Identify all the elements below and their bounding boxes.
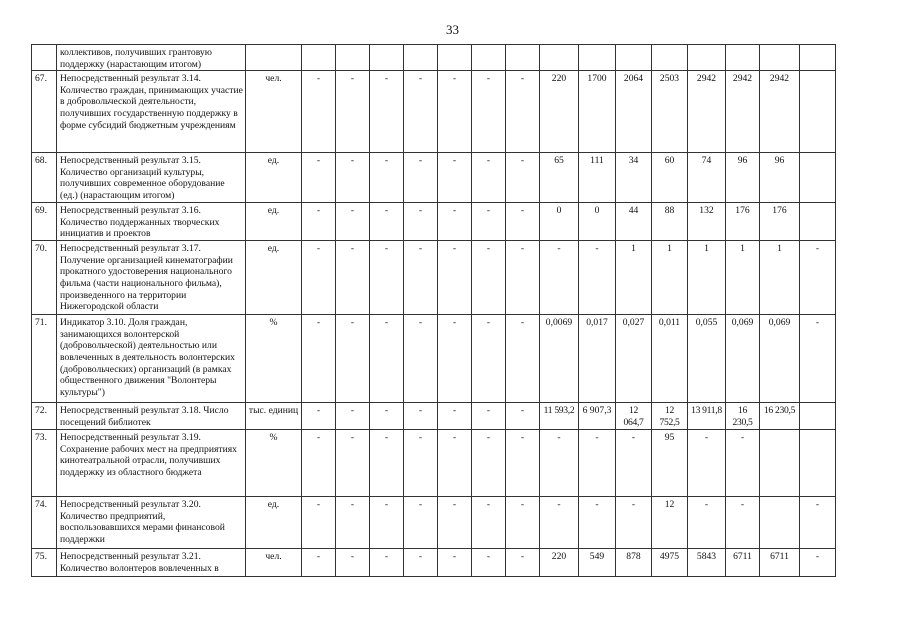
- value-cell: 2942: [726, 71, 760, 153]
- indicator-name: Непосредственный результат 3.18. Число посещений библиотек: [57, 403, 246, 430]
- value-cell: -: [438, 403, 472, 430]
- value-cell: -: [726, 430, 760, 497]
- value-cell: [760, 430, 800, 497]
- unit-cell: тыс. единиц: [246, 403, 302, 430]
- unit-cell: %: [246, 315, 302, 403]
- row-number: 68.: [32, 153, 57, 203]
- value-cell: -: [336, 497, 370, 549]
- value-cell: -: [506, 241, 540, 315]
- value-cell: 0,027: [616, 315, 652, 403]
- value-cell: -: [506, 153, 540, 203]
- value-cell: -: [370, 315, 404, 403]
- row-number: 67.: [32, 71, 57, 153]
- value-cell: [438, 45, 472, 71]
- indicator-name: Непосредственный результат 3.17. Получение организацией кинематографии прокатного удостоверения национального фильма (части национального фильма), произведенного на территории Нижегородской области: [57, 241, 246, 315]
- value-cell: -: [404, 241, 438, 315]
- value-cell: 74: [688, 153, 726, 203]
- unit-cell: ед.: [246, 241, 302, 315]
- table-row: [32, 403, 836, 430]
- value-cell: -: [540, 241, 579, 315]
- value-cell: 6711: [760, 549, 800, 577]
- value-cell: 176: [726, 203, 760, 241]
- value-cell: [800, 203, 836, 241]
- indicator-name: Непосредственный результат 3.21. Количество волонтеров вовлеченных в: [57, 549, 246, 577]
- value-cell: [579, 45, 616, 71]
- value-cell: [800, 71, 836, 153]
- value-cell: -: [302, 315, 336, 403]
- value-cell: -: [472, 497, 506, 549]
- row-number: 74.: [32, 497, 57, 549]
- value-cell: 34: [616, 153, 652, 203]
- value-cell: -: [370, 430, 404, 497]
- value-cell: -: [336, 153, 370, 203]
- value-cell: -: [506, 403, 540, 430]
- value-cell: -: [302, 153, 336, 203]
- value-cell: 1: [652, 241, 688, 315]
- indicator-name: Непосредственный результат 3.19. Сохранение рабочих мест на предприятиях кинотеатральной отрасли, получивших поддержку из областного бюджета: [57, 430, 246, 497]
- value-cell: -: [579, 430, 616, 497]
- value-cell: 5843: [688, 549, 726, 577]
- value-cell: -: [800, 549, 836, 577]
- value-cell: 16 230,5: [760, 403, 800, 430]
- unit-cell: [246, 45, 302, 71]
- value-cell: -: [726, 497, 760, 549]
- value-cell: [800, 430, 836, 497]
- value-cell: 96: [760, 153, 800, 203]
- table-row: [32, 430, 836, 497]
- value-cell: 16 230,5: [726, 403, 760, 430]
- value-cell: -: [370, 497, 404, 549]
- row-number: 75.: [32, 549, 57, 577]
- value-cell: -: [472, 403, 506, 430]
- value-cell: -: [302, 203, 336, 241]
- value-cell: 220: [540, 71, 579, 153]
- value-cell: 1: [688, 241, 726, 315]
- value-cell: [540, 45, 579, 71]
- value-cell: -: [336, 403, 370, 430]
- value-cell: -: [336, 241, 370, 315]
- value-cell: 0,069: [760, 315, 800, 403]
- value-cell: 12 064,7: [616, 403, 652, 430]
- value-cell: -: [370, 549, 404, 577]
- table-row: [32, 71, 836, 153]
- value-cell: 0: [540, 203, 579, 241]
- value-cell: -: [472, 153, 506, 203]
- table-row: [32, 203, 836, 241]
- value-cell: -: [506, 430, 540, 497]
- value-cell: 12 752,5: [652, 403, 688, 430]
- value-cell: -: [472, 430, 506, 497]
- row-number: 72.: [32, 403, 57, 430]
- value-cell: -: [438, 71, 472, 153]
- value-cell: 176: [760, 203, 800, 241]
- value-cell: 1: [616, 241, 652, 315]
- value-cell: [726, 45, 760, 71]
- value-cell: -: [370, 403, 404, 430]
- indicator-name: коллективов, получивших грантовую поддержку (нарастающим итогом): [57, 45, 246, 71]
- value-cell: -: [438, 153, 472, 203]
- value-cell: [652, 45, 688, 71]
- unit-cell: ед.: [246, 497, 302, 549]
- unit-cell: ед.: [246, 153, 302, 203]
- value-cell: -: [370, 71, 404, 153]
- value-cell: 220: [540, 549, 579, 577]
- value-cell: -: [370, 203, 404, 241]
- value-cell: [302, 45, 336, 71]
- value-cell: 11 593,2: [540, 403, 579, 430]
- table-row: [32, 45, 836, 71]
- unit-cell: чел.: [246, 71, 302, 153]
- value-cell: -: [302, 430, 336, 497]
- row-number: [32, 45, 57, 71]
- value-cell: 6711: [726, 549, 760, 577]
- value-cell: [336, 45, 370, 71]
- value-cell: 6 907,3: [579, 403, 616, 430]
- value-cell: -: [579, 241, 616, 315]
- value-cell: -: [616, 497, 652, 549]
- value-cell: 0,017: [579, 315, 616, 403]
- value-cell: 132: [688, 203, 726, 241]
- value-cell: 4975: [652, 549, 688, 577]
- value-cell: 13 911,8: [688, 403, 726, 430]
- value-cell: 88: [652, 203, 688, 241]
- value-cell: -: [579, 497, 616, 549]
- value-cell: -: [472, 203, 506, 241]
- unit-cell: чел.: [246, 549, 302, 577]
- value-cell: -: [370, 241, 404, 315]
- value-cell: -: [540, 497, 579, 549]
- value-cell: -: [404, 71, 438, 153]
- value-cell: 2942: [688, 71, 726, 153]
- indicator-name: Непосредственный результат 3.20. Количество предприятий, воспользовавшихся мерами финансовой поддержки: [57, 497, 246, 549]
- value-cell: -: [800, 315, 836, 403]
- value-cell: -: [472, 315, 506, 403]
- value-cell: 878: [616, 549, 652, 577]
- value-cell: -: [616, 430, 652, 497]
- table-row: [32, 549, 836, 577]
- table-row: [32, 153, 836, 203]
- value-cell: 0,069: [726, 315, 760, 403]
- indicator-name: Индикатор 3.10. Доля граждан, занимающихся волонтерской (добровольческой) деятельностью или вовлеченных в деятельность волонтерских (добровольческих) организаций (в рамках общественного движения "Волонтеры культуры"): [57, 315, 246, 403]
- value-cell: [404, 45, 438, 71]
- value-cell: -: [404, 403, 438, 430]
- value-cell: [370, 45, 404, 71]
- value-cell: 0,055: [688, 315, 726, 403]
- value-cell: 2064: [616, 71, 652, 153]
- value-cell: 1: [760, 241, 800, 315]
- value-cell: -: [506, 315, 540, 403]
- value-cell: -: [404, 203, 438, 241]
- value-cell: [760, 497, 800, 549]
- value-cell: 95: [652, 430, 688, 497]
- value-cell: -: [800, 241, 836, 315]
- value-cell: 0,0069: [540, 315, 579, 403]
- value-cell: -: [472, 241, 506, 315]
- value-cell: -: [404, 153, 438, 203]
- unit-cell: ед.: [246, 203, 302, 241]
- value-cell: [472, 45, 506, 71]
- value-cell: -: [404, 549, 438, 577]
- value-cell: -: [336, 203, 370, 241]
- value-cell: -: [302, 241, 336, 315]
- value-cell: 0,011: [652, 315, 688, 403]
- value-cell: -: [336, 549, 370, 577]
- value-cell: -: [404, 430, 438, 497]
- value-cell: -: [302, 71, 336, 153]
- row-number: 69.: [32, 203, 57, 241]
- value-cell: 1700: [579, 71, 616, 153]
- value-cell: -: [404, 497, 438, 549]
- value-cell: -: [438, 241, 472, 315]
- value-cell: -: [336, 430, 370, 497]
- value-cell: -: [336, 315, 370, 403]
- value-cell: 549: [579, 549, 616, 577]
- value-cell: [800, 45, 836, 71]
- indicator-name: Непосредственный результат 3.15. Количество организаций культуры, получивших современное оборудование (ед.) (нарастающим итогом): [57, 153, 246, 203]
- value-cell: -: [404, 315, 438, 403]
- value-cell: 2942: [760, 71, 800, 153]
- value-cell: -: [438, 315, 472, 403]
- row-number: 70.: [32, 241, 57, 315]
- value-cell: 2503: [652, 71, 688, 153]
- table-row: [32, 497, 836, 549]
- value-cell: -: [506, 549, 540, 577]
- value-cell: -: [438, 203, 472, 241]
- value-cell: 96: [726, 153, 760, 203]
- value-cell: [800, 403, 836, 430]
- row-number: 71.: [32, 315, 57, 403]
- value-cell: 44: [616, 203, 652, 241]
- value-cell: -: [688, 430, 726, 497]
- table-row: [32, 315, 836, 403]
- value-cell: -: [506, 203, 540, 241]
- value-cell: -: [506, 71, 540, 153]
- indicator-name: Непосредственный результат 3.16. Количество поддержанных творческих инициатив и проектов: [57, 203, 246, 241]
- value-cell: -: [472, 549, 506, 577]
- value-cell: 111: [579, 153, 616, 203]
- value-cell: [760, 45, 800, 71]
- value-cell: -: [438, 497, 472, 549]
- indicator-name: Непосредственный результат 3.14. Количество граждан, принимающих участие в добровольческой деятельности, получивших государственную поддержку в форме субсидий бюджетным учреждениям: [57, 71, 246, 153]
- value-cell: -: [540, 430, 579, 497]
- value-cell: -: [336, 71, 370, 153]
- value-cell: -: [370, 153, 404, 203]
- row-number: 73.: [32, 430, 57, 497]
- value-cell: 65: [540, 153, 579, 203]
- value-cell: -: [438, 430, 472, 497]
- value-cell: -: [688, 497, 726, 549]
- table-row: [32, 241, 836, 315]
- indicators-table: [31, 44, 836, 577]
- value-cell: -: [438, 549, 472, 577]
- value-cell: 0: [579, 203, 616, 241]
- value-cell: 12: [652, 497, 688, 549]
- value-cell: [506, 45, 540, 71]
- value-cell: [688, 45, 726, 71]
- value-cell: 1: [726, 241, 760, 315]
- value-cell: 60: [652, 153, 688, 203]
- value-cell: -: [302, 497, 336, 549]
- value-cell: -: [472, 71, 506, 153]
- value-cell: [800, 153, 836, 203]
- value-cell: -: [302, 549, 336, 577]
- unit-cell: %: [246, 430, 302, 497]
- page-number: 33: [446, 22, 459, 37]
- value-cell: -: [800, 497, 836, 549]
- value-cell: -: [506, 497, 540, 549]
- value-cell: [616, 45, 652, 71]
- value-cell: -: [302, 403, 336, 430]
